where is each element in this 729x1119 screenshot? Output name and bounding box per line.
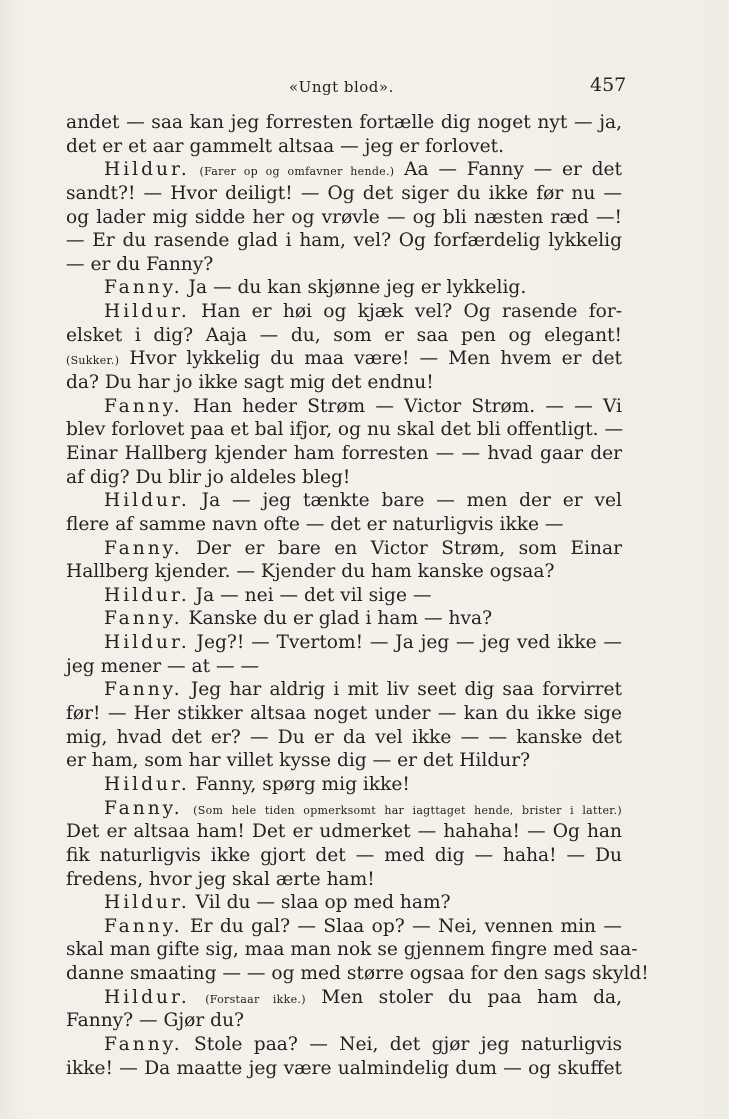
line-text: danne smaating — — og med større ogsaa for den sags skyld!	[66, 963, 649, 985]
line-text: elsket i dig? Aaja — du, som er saa pen og elegant!	[66, 324, 622, 346]
line-text: Men stoler du paa ham da,	[321, 986, 622, 1008]
text-line	[66, 276, 622, 300]
text-line	[66, 371, 622, 395]
line-text: og lader mig sidde her og vrøvle — og bli næsten ræd —!	[66, 206, 622, 228]
line-text: Vil du — slaa op med ham?	[195, 892, 451, 914]
line-text: Ja — jeg tænkte bare — men der er vel	[201, 490, 622, 512]
text-line	[66, 726, 622, 750]
line-text: det er et aar gammelt altsaa — jeg er forlovet.	[66, 135, 505, 157]
text-line	[66, 915, 622, 939]
line-text: Fanny? — Gjør du?	[66, 1010, 245, 1032]
text-line	[66, 135, 622, 159]
text-line	[66, 395, 622, 419]
line-text: da? Du har jo ikke sagt mig det endnu!	[66, 372, 434, 394]
text-line	[66, 868, 622, 892]
running-title: «Ungt blod».	[289, 78, 394, 96]
text-line	[66, 962, 649, 986]
text-line	[66, 229, 622, 253]
text-line	[66, 678, 622, 702]
speaker-name: Hildur.	[104, 986, 190, 1008]
speaker-name: Fanny.	[104, 1033, 183, 1055]
speaker-name: Hildur.	[104, 892, 190, 914]
line-text: Aa — Fanny — er det	[404, 159, 622, 181]
text-line	[66, 466, 622, 490]
line-text: af dig? Du blir jo aldeles bleg!	[66, 466, 351, 488]
page-number: 457	[590, 74, 627, 96]
stage-direction: (Forstaar ikke.)	[205, 992, 306, 1006]
text-line	[66, 537, 622, 561]
line-text: fik naturligvis ikke gjort det — med dig — haha! — Du	[66, 844, 622, 866]
text-line	[66, 797, 622, 821]
text-line	[66, 300, 622, 324]
stage-direction: (Sukker.)	[66, 354, 120, 368]
speaker-name: Hildur.	[104, 490, 190, 512]
line-text: Han er høi og kjæk vel? Og rasende for-	[201, 301, 622, 323]
line-text: blev forlovet paa et bal ifjor, og nu skal det bli offentligt. —	[66, 419, 624, 441]
speaker-name: Fanny.	[104, 537, 183, 559]
line-text: Hallberg kjender. — Kjender du ham kanske ogsaa?	[66, 561, 555, 583]
line-text: Det er altsaa ham! Det er udmerket — hahaha! — Og han	[66, 821, 622, 843]
speaker-name: Hildur.	[104, 301, 190, 323]
line-text: flere af samme navn ofte — det er naturligvis ikke —	[66, 513, 564, 535]
text-line	[66, 773, 622, 797]
text-line	[66, 749, 622, 773]
line-text: Jeg?! — Tvertom! — Ja jeg — jeg ved ikke —	[196, 632, 622, 654]
line-text: Ja — du kan skjønne jeg er lykkelig.	[188, 277, 527, 299]
line-text: skal man gifte sig, maa man nok se gjennem fingre med saa-	[66, 939, 638, 961]
line-text: Kanske du er glad i ham — hva?	[188, 608, 493, 630]
speaker-name: Fanny.	[104, 679, 183, 701]
body-text	[66, 111, 649, 1080]
line-text: Hvor lykkelig du maa være! — Men hvem er det	[129, 348, 622, 370]
text-line	[66, 820, 622, 844]
text-line	[66, 986, 622, 1010]
line-text: Jeg har aldrig i mit liv seet dig saa forvirret	[190, 679, 622, 701]
speaker-name: Hildur.	[104, 584, 190, 606]
text-line	[66, 1057, 622, 1081]
line-text: — Er du rasende glad i ham, vel? Og forfærdelig lykkelig	[66, 230, 622, 252]
text-line	[66, 844, 622, 868]
text-line	[66, 584, 622, 608]
text-line	[66, 347, 622, 371]
line-text: er ham, som har villet kysse dig — er det Hildur?	[66, 750, 531, 772]
text-line	[66, 938, 638, 962]
text-line	[66, 1009, 622, 1033]
text-line	[66, 560, 622, 584]
text-line	[66, 111, 622, 135]
line-text: Han heder Strøm — Victor Strøm. — — Vi	[192, 395, 622, 417]
speaker-name: Fanny.	[104, 797, 183, 819]
speaker-name: Fanny.	[104, 915, 183, 937]
text-line	[66, 891, 622, 915]
line-text: sandt?! — Hvor deiligt! — Og det siger du ikke før nu —	[66, 182, 622, 204]
line-text: Der er bare en Victor Strøm, som Einar	[196, 537, 622, 559]
line-text: Er du gal? — Slaa op? — Nei, vennen min —	[190, 915, 622, 937]
text-line	[66, 324, 622, 348]
text-line	[66, 631, 622, 655]
stage-direction: (Farer op og omfavner hende.)	[199, 165, 395, 179]
text-line	[66, 182, 622, 206]
text-line	[66, 418, 622, 442]
speaker-name: Fanny.	[104, 608, 183, 630]
text-line	[66, 513, 622, 537]
text-line	[66, 158, 622, 182]
text-line	[66, 607, 622, 631]
speaker-name: Fanny.	[104, 395, 183, 417]
line-text: Stole paa? — Nei, det gjør jeg naturligvis	[194, 1033, 622, 1055]
line-text: Fanny, spørg mig ikke!	[195, 773, 410, 795]
line-text: Ja — nei — det vil sige —	[195, 584, 432, 606]
text-line	[66, 1033, 622, 1057]
speaker-name: Hildur.	[104, 773, 190, 795]
text-line	[66, 655, 622, 679]
text-line	[66, 702, 622, 726]
text-line	[66, 442, 622, 466]
line-text: andet — saa kan jeg forresten fortælle dig noget nyt — ja,	[66, 112, 622, 133]
line-text: jeg mener — at — —	[66, 655, 260, 677]
stage-direction: (Som hele tiden opmerksomt har iagttaget hende, brister i latter.)	[193, 803, 622, 817]
text-line	[66, 489, 622, 513]
speaker-name: Hildur.	[104, 159, 190, 181]
text-line	[66, 206, 622, 230]
line-text: fredens, hvor jeg skal ærte ham!	[66, 868, 375, 890]
line-text: mig, hvad det er? — Du er da vel ikke — — kanske det	[66, 726, 622, 748]
line-text: før! — Her stikker altsaa noget under — kan du ikke sige	[66, 703, 622, 725]
text-line	[66, 253, 622, 277]
line-text: Einar Hallberg kjender ham forresten — — hvad gaar der	[66, 442, 622, 464]
line-text: ikke! — Da maatte jeg være ualmindelig dum — og skuffet	[66, 1057, 622, 1079]
speaker-name: Fanny.	[104, 277, 183, 299]
line-text: — er du Fanny?	[66, 253, 214, 275]
speaker-name: Hildur.	[104, 632, 190, 654]
